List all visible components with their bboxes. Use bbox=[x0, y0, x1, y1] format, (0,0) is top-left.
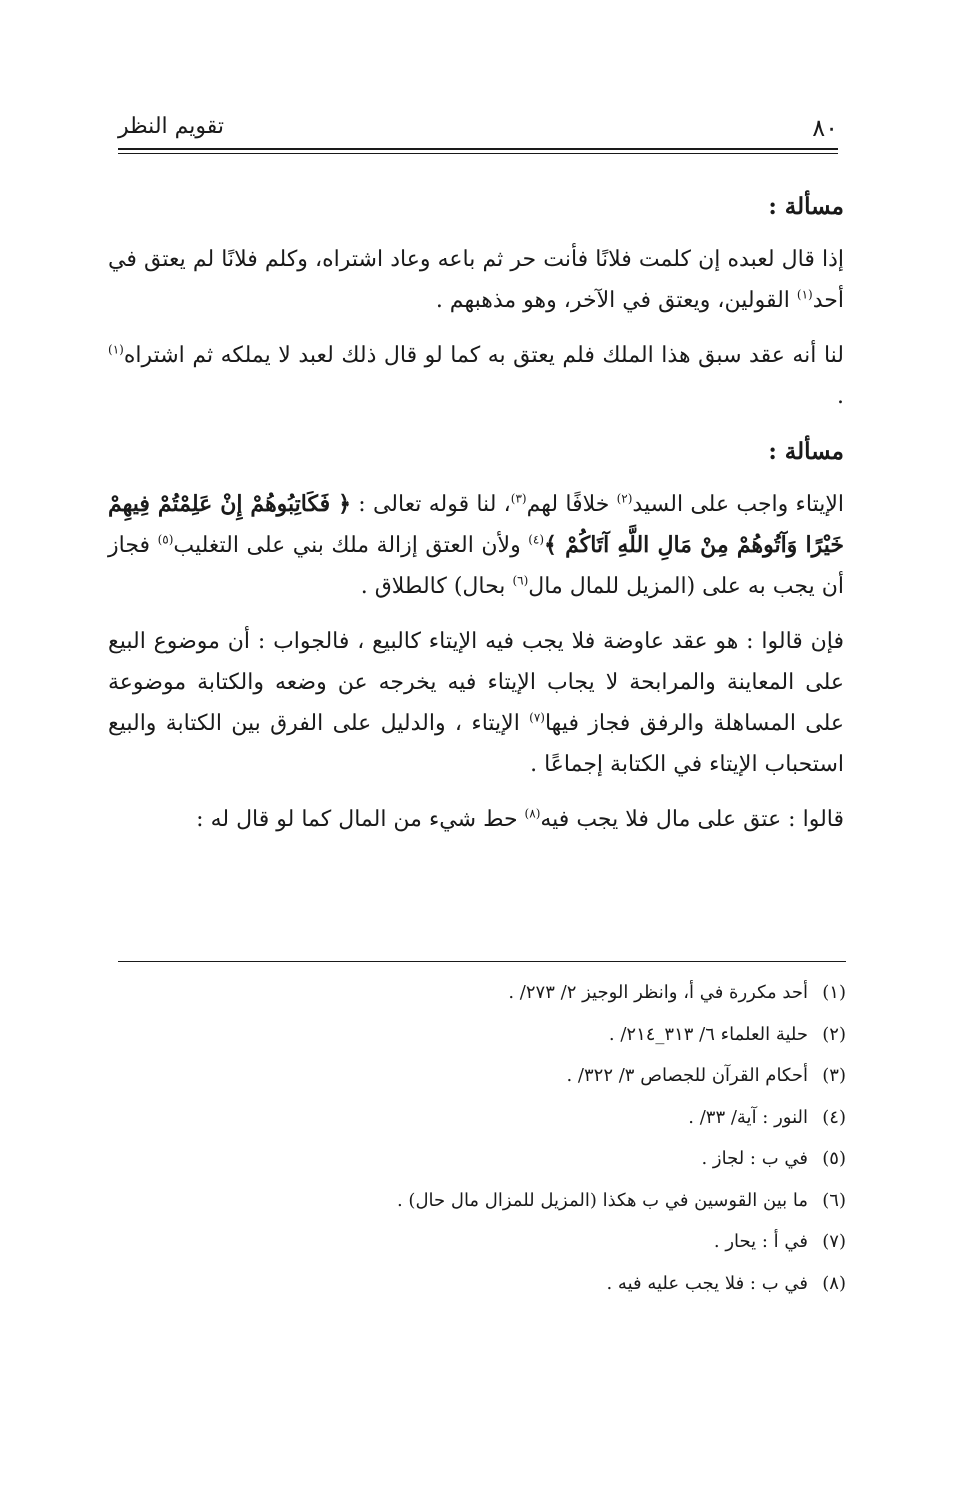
footnote bbox=[118, 1221, 846, 1263]
header-rule-thin bbox=[118, 153, 838, 154]
footnote bbox=[118, 1097, 846, 1139]
footnote-number: (٦) bbox=[822, 1189, 846, 1211]
text-run: حط شيء من المال كما لو قال له : bbox=[196, 807, 525, 832]
text-run: فجاز أن يجب به على (المزيل للمال مال bbox=[108, 533, 844, 599]
footnote-text: النور : آية/ ٣٣/ . bbox=[688, 1106, 808, 1128]
footnote-ref: (٤) bbox=[528, 532, 545, 547]
text-run: لنا أنه عقد سبق هذا الملك فلم يعتق به كما لو قال ذلك لعبد لا يملكه ثم اشتراه bbox=[123, 343, 844, 368]
paragraph bbox=[108, 621, 844, 785]
page-number: ٨٠ bbox=[812, 114, 838, 142]
footnote bbox=[118, 1055, 846, 1097]
footnote-text: في أ : يحار . bbox=[713, 1231, 808, 1252]
footnote-text: ما بين القوسين في ب هكذا (المزيل للمزال مال حال) . bbox=[396, 1189, 808, 1211]
header-rule bbox=[118, 148, 838, 150]
footnote-text: حلية العلماء ٦/ ٣١٣_٢١٤/ . bbox=[608, 1023, 808, 1045]
section-heading: مسألة : bbox=[768, 193, 844, 220]
footnote-ref: (٦) bbox=[512, 573, 529, 588]
footnote-number: (٧) bbox=[822, 1231, 846, 1252]
text-run: . bbox=[837, 384, 844, 409]
paragraph bbox=[108, 484, 844, 607]
footnote bbox=[118, 1014, 846, 1056]
footnotes bbox=[118, 972, 846, 1304]
footnote-ref: (٧) bbox=[529, 710, 545, 725]
footnote-ref: (٢) bbox=[616, 491, 633, 506]
footnote-ref: (٥) bbox=[157, 532, 174, 547]
text-run: قالوا : عتق على مال فلا يجب فيه bbox=[540, 807, 844, 832]
text-run: ، لنا قوله تعالى : bbox=[351, 492, 511, 517]
footnote-ref: (١) bbox=[108, 342, 124, 357]
footnote-separator bbox=[118, 961, 846, 962]
footnote-ref: (١) bbox=[796, 287, 813, 302]
footnote-text: أحكام القرآن للجصاص ٣/ ٣٢٢/ . bbox=[566, 1065, 808, 1086]
footnote-number: (٨) bbox=[822, 1272, 846, 1294]
footnote-number: (٤) bbox=[822, 1106, 846, 1128]
page-body bbox=[108, 186, 844, 854]
footnote-number: (٥) bbox=[822, 1148, 846, 1169]
footnote bbox=[118, 1263, 846, 1305]
footnote-number: (١) bbox=[822, 982, 846, 1003]
footnote-number: (٢) bbox=[822, 1023, 846, 1045]
footnote-text: أحد مكررة في أ، وانظر الوجيز ٢/ ٢٧٣/ . bbox=[508, 982, 808, 1003]
text-run: القولين، ويعتق في الآخر، وهو مذهبهم . bbox=[435, 288, 797, 313]
footnote bbox=[118, 972, 846, 1014]
text-run: خلافًا لهم bbox=[526, 492, 617, 517]
text-run: الإيتاء واجب على السيد bbox=[632, 492, 845, 517]
paragraph bbox=[108, 239, 844, 321]
footnote-number: (٣) bbox=[822, 1065, 846, 1086]
section-heading: مسألة : bbox=[768, 438, 844, 465]
text-run: الإيتاء ، والدليل على الفرق بين الكتابة والبيع استحباب الإيتاء في الكتابة إجماعًا . bbox=[108, 711, 844, 777]
footnote bbox=[118, 1180, 846, 1222]
quran-verse: ﴿ فَكَاتِبُوهُمْ إِنْ عَلِمْتُمْ فِيهِمْ خَيْرًا وَآتُوهُمْ مِنْ مَالِ اللَّهِ آتَاكُمْ ﴾ bbox=[108, 491, 844, 558]
footnote-text: في ب : فلا يجب عليه فيه . bbox=[606, 1272, 808, 1294]
text-run: ولأن العتق إزالة ملك بني على التغليب bbox=[173, 533, 529, 558]
text-run: بحال) كالطلاق . bbox=[360, 574, 513, 599]
paragraph bbox=[108, 335, 844, 417]
text-run: إذا قال لعبده إن كلمت فلانًا فأنت حر ثم باعه وعاد اشتراه، وكلم فلانًا لم يعتق في أحد bbox=[108, 247, 844, 313]
text-run: فإن قالوا : هو عقد عاوضة فلا يجب فيه الإيتاء كالبيع ، فالجواب : أن موضوع البيع على المعاينة والمرابحة لا يجاب الإيتاء فيه يخرجه عن وضعه والكتابة موضوعة على المساهلة والرفق فجاز فيها bbox=[108, 629, 844, 736]
book-title: تقويم النظر bbox=[118, 114, 225, 139]
footnote bbox=[118, 1138, 846, 1180]
footnote-ref: (٣) bbox=[510, 491, 527, 506]
page-header bbox=[118, 106, 838, 146]
footnote-ref: (٨) bbox=[524, 806, 541, 821]
footnote-text: في ب : لجاز . bbox=[701, 1148, 808, 1169]
paragraph bbox=[108, 799, 844, 840]
